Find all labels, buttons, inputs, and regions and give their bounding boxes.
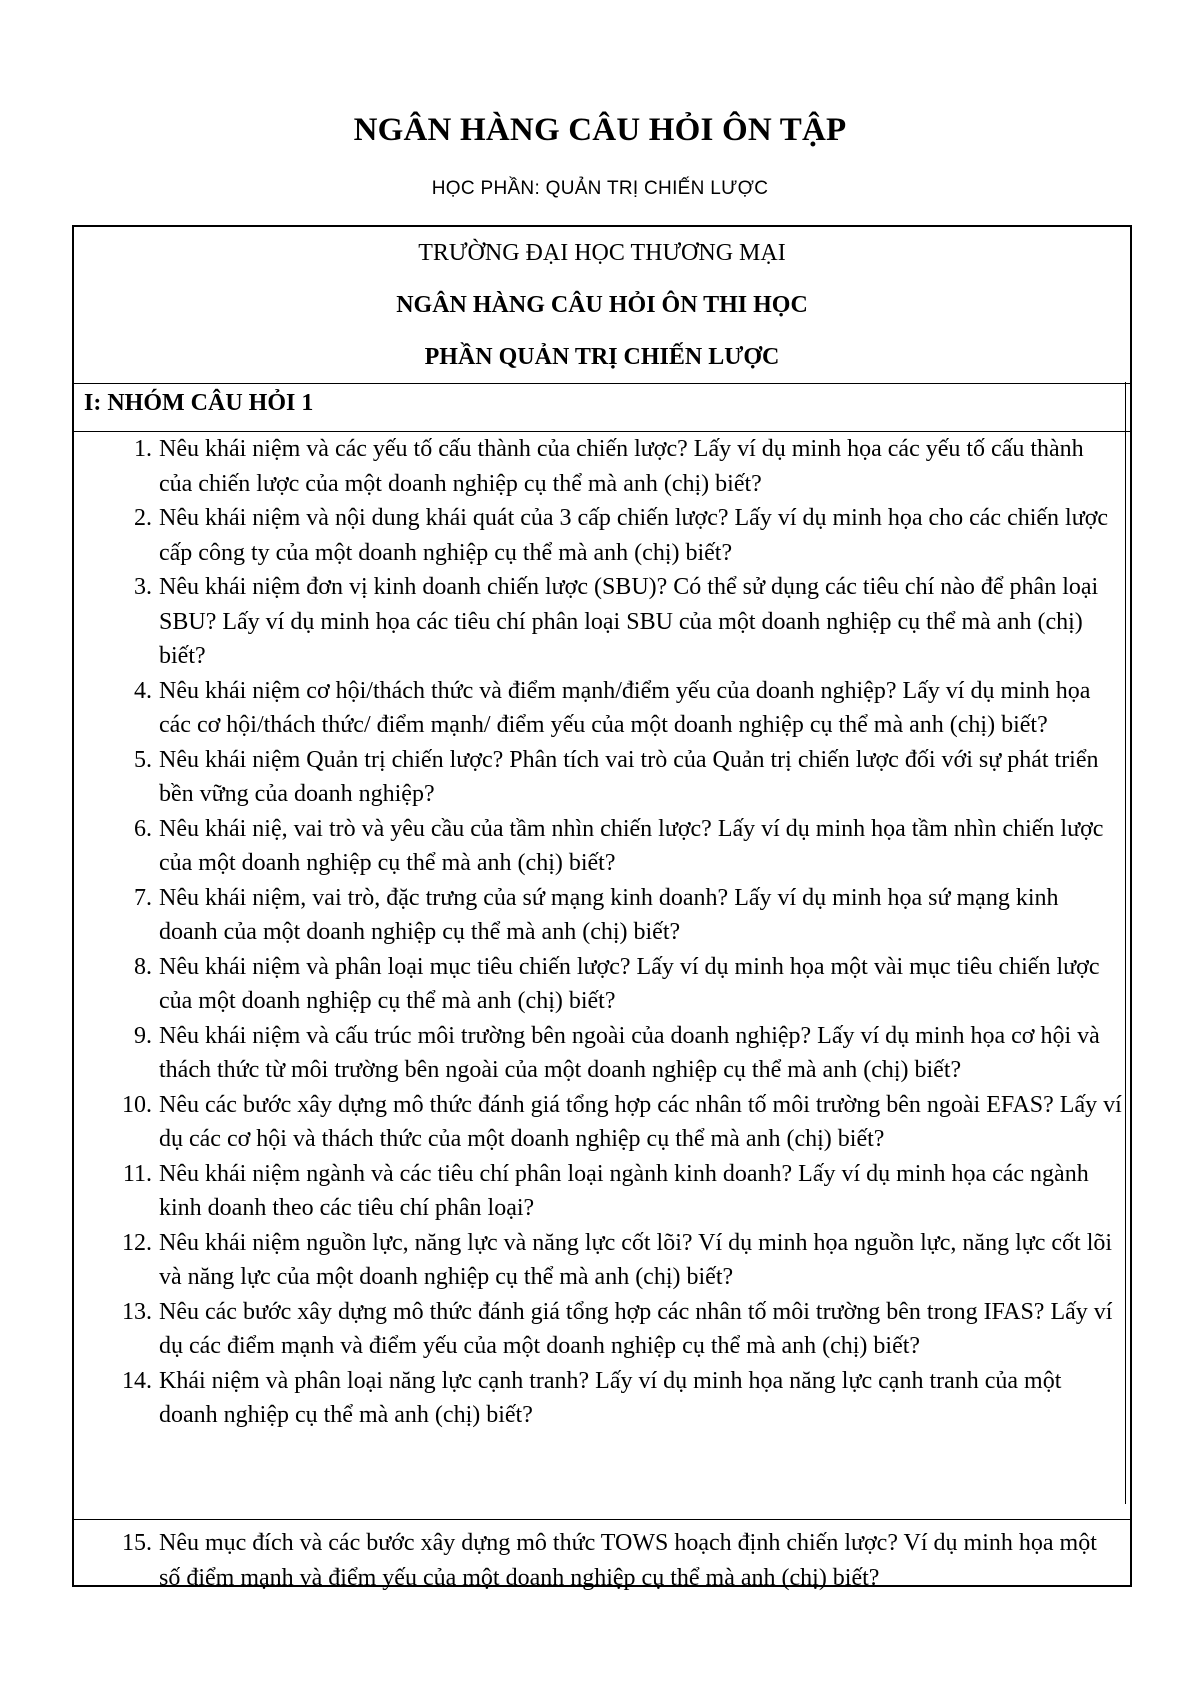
- list-item: [74, 570, 1130, 674]
- question-number: 1.: [134, 436, 152, 462]
- question-number: 6.: [134, 815, 152, 842]
- question-list-area-2: [74, 1519, 1130, 1595]
- question-text: Nêu khái niệm và phân loại mục tiêu chiến lược? Lấy ví dụ minh họa một vài mục tiêu chiến lược của một doanh nghiệp cụ thể mà anh (chị) biết?: [159, 953, 1100, 1014]
- question-text: Nêu khái niệm và các yếu tố cấu thành của chiến lược? Lấy ví dụ minh họa các yếu tố cấu thành của chiến lược của một doanh nghiệp cụ thể mà anh (chị) biết?: [159, 436, 1084, 497]
- header-title-line-1: NGÂN HÀNG CÂU HỎI ÔN THI HỌC: [396, 292, 808, 318]
- question-number: 10.: [122, 1091, 152, 1118]
- section-title: I: NHÓM CÂU HỎI 1: [84, 390, 314, 416]
- question-text: Nêu các bước xây dựng mô thức đánh giá tổng hợp các nhân tố môi trường bên ngoài EFAS? Lấy ví dụ các cơ hội và thách thức của một doanh nghiệp cụ thể mà anh (chị) biết?: [159, 1091, 1122, 1152]
- question-number: 3.: [134, 574, 152, 600]
- question-number: 13.: [122, 1298, 152, 1325]
- question-text: Nêu mục đích và các bước xây dựng mô thức TOWS hoạch định chiến lược? Ví dụ minh họa một số điểm mạnh và điểm yếu của một doanh nghiệp cụ thể mà anh (chị) biết?: [159, 1530, 1097, 1591]
- list-item: [74, 674, 1130, 743]
- question-number: 4.: [134, 677, 152, 704]
- document-title: NGÂN HÀNG CÂU HỎI ÔN TẬP: [353, 112, 847, 148]
- question-text: Nêu khái niệm Quản trị chiến lược? Phân tích vai trò của Quản trị chiến lược đối với sự phát triển bền vững của doanh nghiệp?: [159, 746, 1099, 807]
- table-header: [74, 227, 1130, 384]
- question-list-area: [74, 432, 1130, 1433]
- question-text: Nêu khái niệm đơn vị kinh doanh chiến lược (SBU)? Có thể sử dụng các tiêu chí nào để phân loại SBU? Lấy ví dụ minh họa các tiêu chí phân loại SBU của một doanh nghiệp cụ thể mà anh (chị) biết?: [159, 574, 1099, 669]
- question-text: Nêu khái niệm cơ hội/thách thức và điểm mạnh/điểm yếu của doanh nghiệp? Lấy ví dụ minh họa các cơ hội/thách thức/ điểm mạnh/ điểm yếu của một doanh nghiệp cụ thể mà anh (chị) biết?: [159, 677, 1091, 738]
- list-item: [74, 812, 1130, 881]
- list-item: [74, 1295, 1130, 1364]
- list-item: [74, 1226, 1130, 1295]
- list-item: [74, 950, 1130, 1019]
- list-item: [74, 1088, 1130, 1157]
- question-number: 15.: [122, 1530, 152, 1556]
- list-item: [74, 1520, 1130, 1595]
- university-name: TRƯỜNG ĐẠI HỌC THƯƠNG MẠI: [418, 240, 786, 266]
- header-title-line-2: PHẦN QUẢN TRỊ CHIẾN LƯỢC: [424, 344, 780, 370]
- question-number: 5.: [134, 746, 152, 773]
- question-text: Khái niệm và phân loại năng lực cạnh tranh? Lấy ví dụ minh họa năng lực cạnh tranh của một doanh nghiệp cụ thể mà anh (chị) biết?: [159, 1367, 1062, 1428]
- question-text: Nêu khái niệm và nội dung khái quát của 3 cấp chiến lược? Lấy ví dụ minh họa cho các chiến lược cấp công ty của một doanh nghiệp cụ thể mà anh (chị) biết?: [159, 505, 1109, 566]
- question-number: 11.: [122, 1160, 152, 1187]
- question-table: [72, 225, 1132, 1591]
- question-number: 7.: [134, 884, 152, 911]
- question-number: 14.: [122, 1367, 152, 1394]
- question-text: Nêu khái niệ, vai trò và yêu cầu của tầm nhìn chiến lược? Lấy ví dụ minh họa tầm nhìn chiến lược của một doanh nghiệp cụ thể mà anh (chị) biết?: [159, 815, 1104, 876]
- list-item: [74, 432, 1130, 501]
- list-item: [74, 501, 1130, 570]
- question-text: Nêu khái niệm nguồn lực, năng lực và năng lực cốt lõi? Ví dụ minh họa nguồn lực, năng lực cốt lõi và năng lực của một doanh nghiệp cụ thể mà anh (chị) biết?: [159, 1229, 1113, 1290]
- list-item: [74, 743, 1130, 812]
- section-row: [74, 384, 1130, 432]
- list-item: [74, 881, 1130, 950]
- question-text: Nêu khái niệm và cấu trúc môi trường bên ngoài của doanh nghiệp? Lấy ví dụ minh họa cơ hội và thách thức từ môi trường bên ngoài của một doanh nghiệp cụ thể mà anh (chị) biết?: [159, 1022, 1100, 1083]
- list-item: [74, 1364, 1130, 1433]
- question-number: 12.: [122, 1229, 152, 1256]
- question-text: Nêu khái niệm ngành và các tiêu chí phân loại ngành kinh doanh? Lấy ví dụ minh họa các ngành kinh doanh theo các tiêu chí phân loại?: [159, 1160, 1089, 1221]
- question-number: 2.: [134, 505, 152, 531]
- question-list-2: [74, 1520, 1130, 1595]
- document-subtitle: HỌC PHẦN: QUẢN TRỊ CHIẾN LƯỢC: [431, 178, 769, 199]
- list-item: [74, 1019, 1130, 1088]
- list-item: [74, 1157, 1130, 1226]
- question-number: 8.: [134, 953, 152, 980]
- question-text: Nêu các bước xây dựng mô thức đánh giá tổng hợp các nhân tố môi trường bên trong IFAS? Lấy ví dụ các điểm mạnh và điểm yếu của một doanh nghiệp cụ thể mà anh (chị) biết?: [159, 1298, 1113, 1359]
- question-list: [74, 432, 1130, 1433]
- question-text: Nêu khái niệm, vai trò, đặc trưng của sứ mạng kinh doanh? Lấy ví dụ minh họa sứ mạng kinh doanh của một doanh nghiệp cụ thể mà anh (chị) biết?: [159, 884, 1059, 945]
- question-number: 9.: [134, 1022, 152, 1049]
